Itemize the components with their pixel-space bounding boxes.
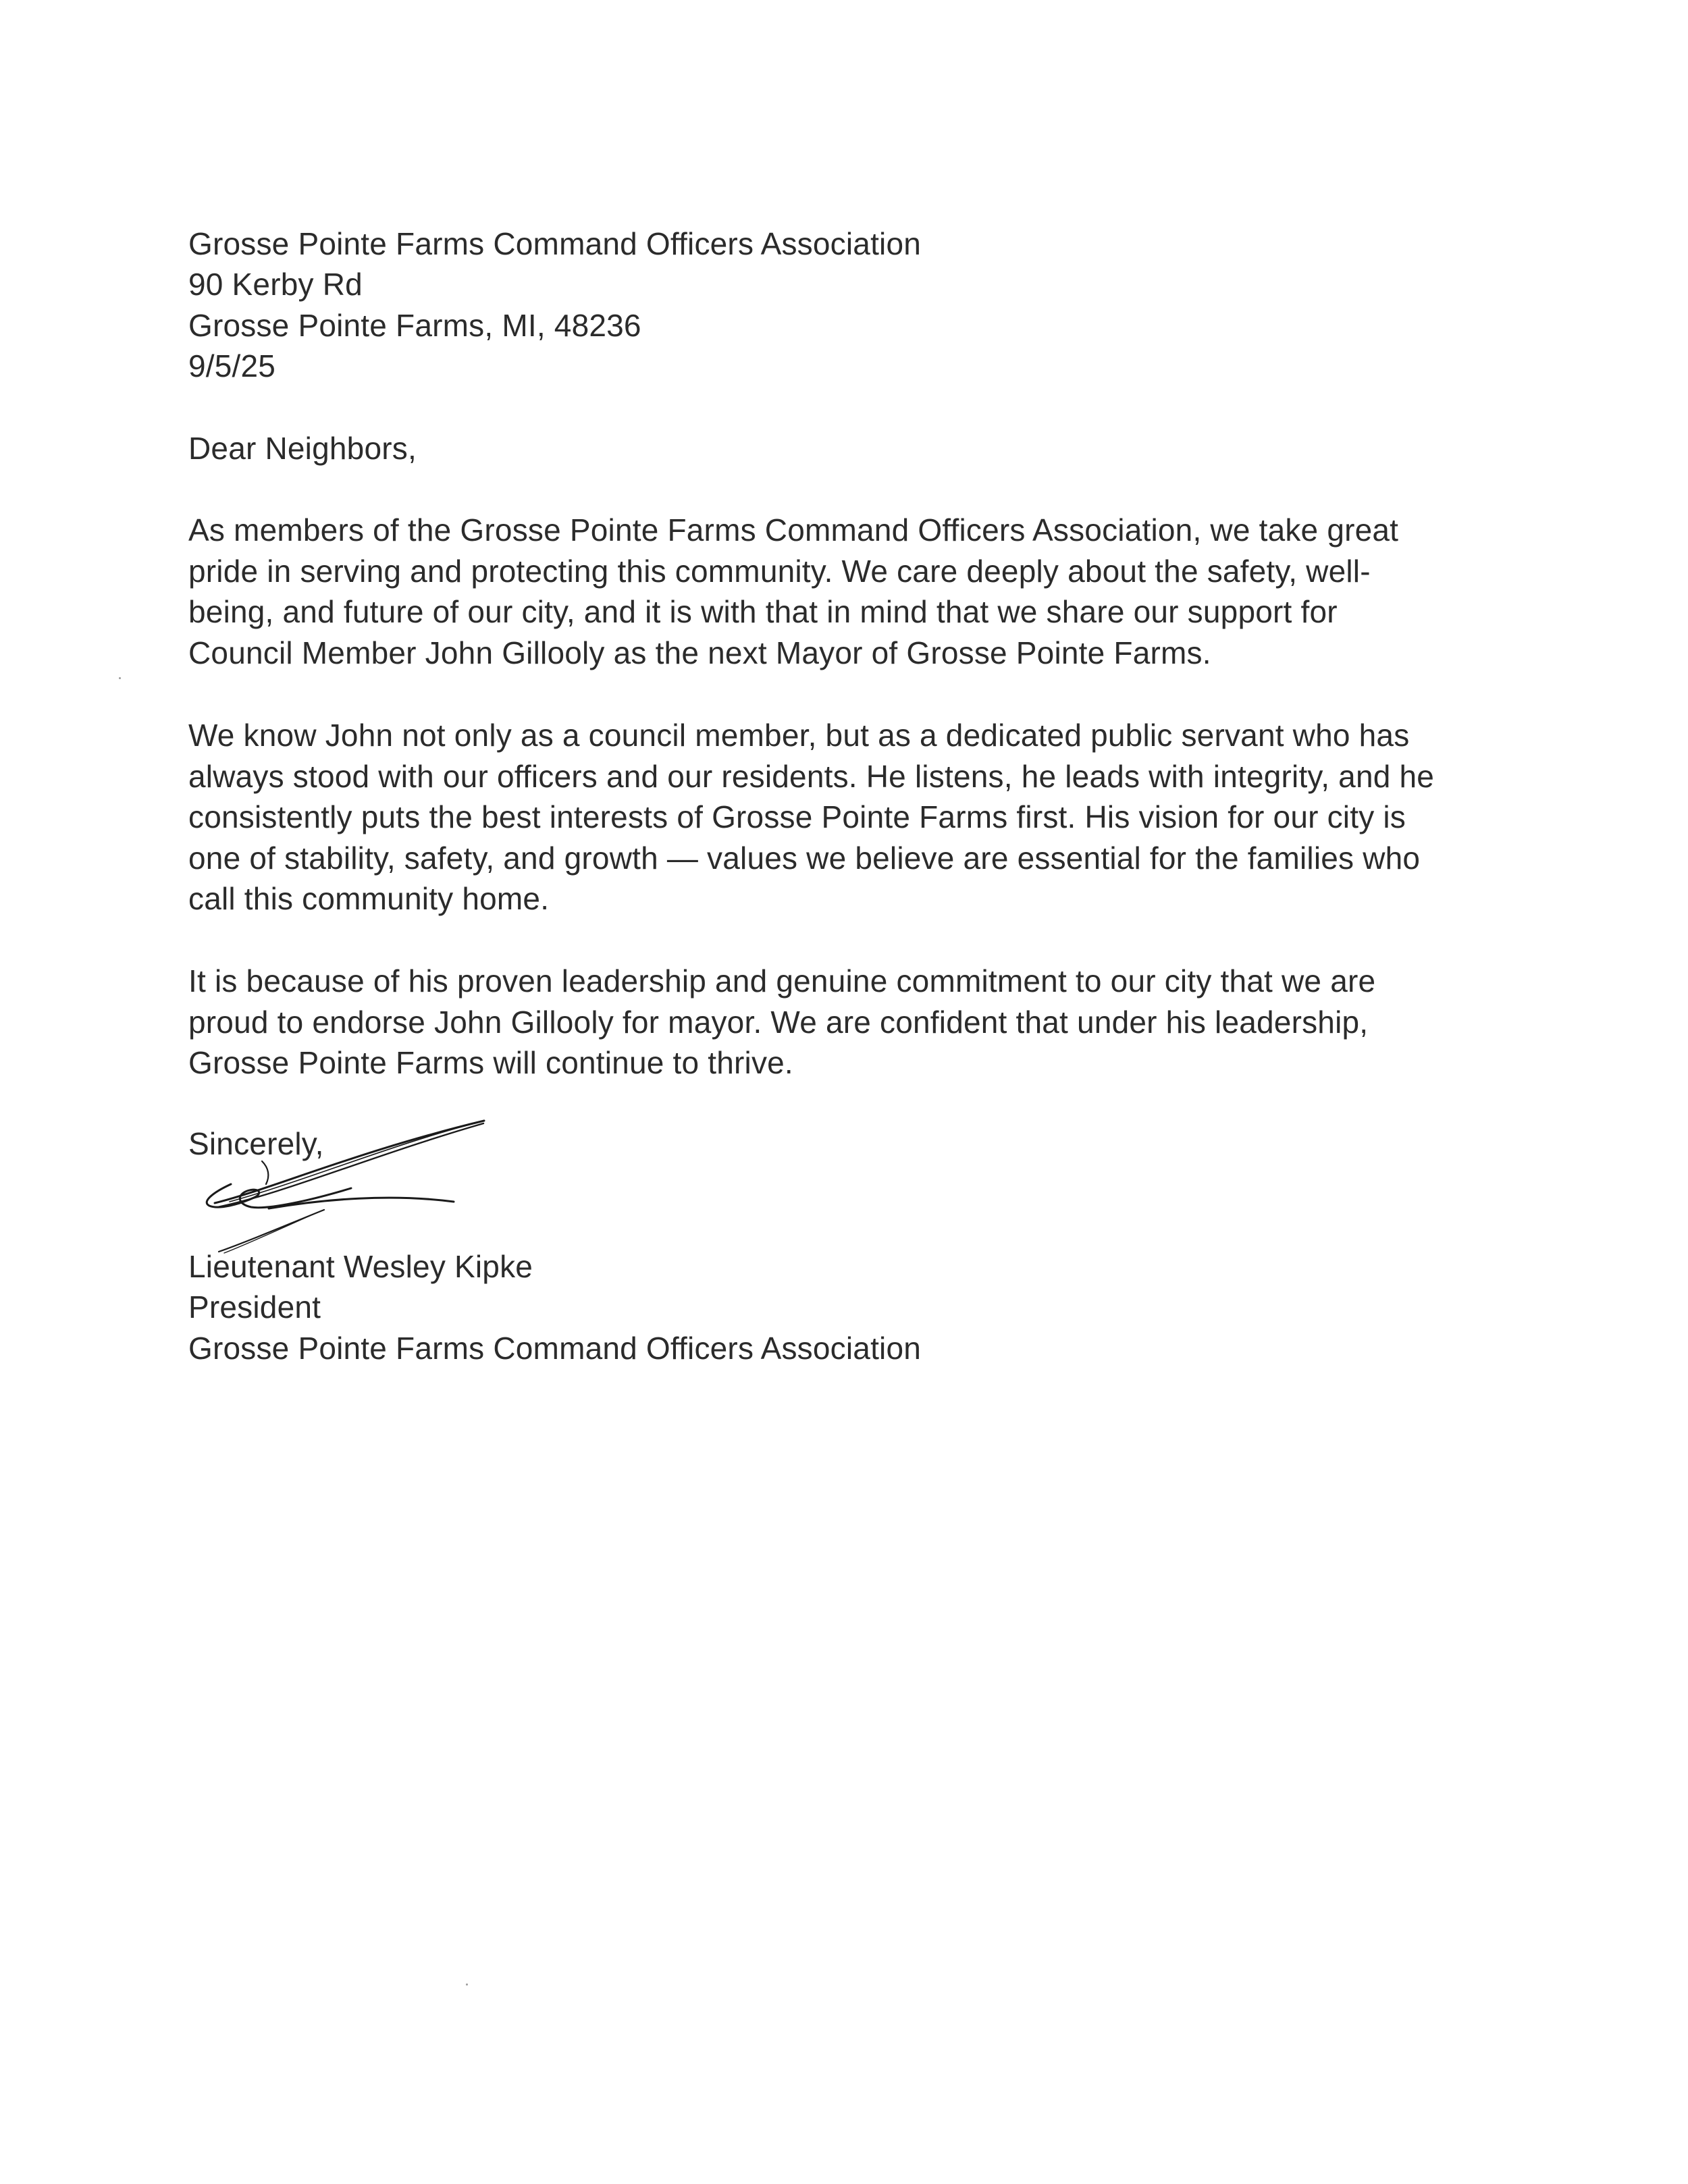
closing: Sincerely, bbox=[188, 1126, 324, 1161]
paragraph-line: always stood with our officers and our residents. He listens, he leads with integrity, and he bbox=[188, 758, 1435, 794]
paragraph-line: consistently puts the best interests of Grosse Pointe Farms first. His vision for our city is bbox=[188, 799, 1406, 834]
body-paragraph-1 bbox=[188, 510, 1539, 673]
paragraph-line: being, and future of our city, and it is with that in mind that we share our support for bbox=[188, 594, 1338, 629]
paragraph-line: We know John not only as a council member, but as a dedicated public servant who has bbox=[188, 718, 1410, 753]
paragraph-line: one of stability, safety, and growth — values we believe are essential for the families who bbox=[188, 840, 1421, 876]
paragraph-line: call this community home. bbox=[188, 881, 550, 916]
paragraph-line: Grosse Pointe Farms will continue to thrive. bbox=[188, 1045, 793, 1080]
signatory-organization: Grosse Pointe Farms Command Officers Association bbox=[188, 1331, 922, 1366]
body-paragraph-3 bbox=[188, 961, 1539, 1084]
handwritten-signature bbox=[189, 1114, 500, 1262]
sender-organization: Grosse Pointe Farms Command Officers Association bbox=[188, 226, 922, 261]
body-paragraph-2 bbox=[188, 715, 1539, 920]
scan-speck bbox=[119, 677, 121, 679]
paragraph-line: Council Member John Gillooly as the next Mayor of Grosse Pointe Farms. bbox=[188, 635, 1211, 670]
signatory-title: President bbox=[188, 1289, 321, 1325]
paragraph-line: It is because of his proven leadership and genuine commitment to our city that we are bbox=[188, 963, 1376, 998]
sender-street: 90 Kerby Rd bbox=[188, 267, 363, 302]
paragraph-line: As members of the Grosse Pointe Farms Command Officers Association, we take great bbox=[188, 512, 1399, 548]
letter-date: 9/5/25 bbox=[188, 348, 276, 383]
salutation: Dear Neighbors, bbox=[188, 431, 417, 466]
sender-city-state-zip: Grosse Pointe Farms, MI, 48236 bbox=[188, 308, 641, 343]
paragraph-line: proud to endorse John Gillooly for mayor. We are confident that under his leadership, bbox=[188, 1004, 1369, 1040]
signatory-name: Lieutenant Wesley Kipke bbox=[188, 1249, 533, 1284]
scan-speck bbox=[466, 1983, 468, 1986]
paragraph-line: pride in serving and protecting this community. We care deeply about the safety, well- bbox=[188, 553, 1371, 589]
